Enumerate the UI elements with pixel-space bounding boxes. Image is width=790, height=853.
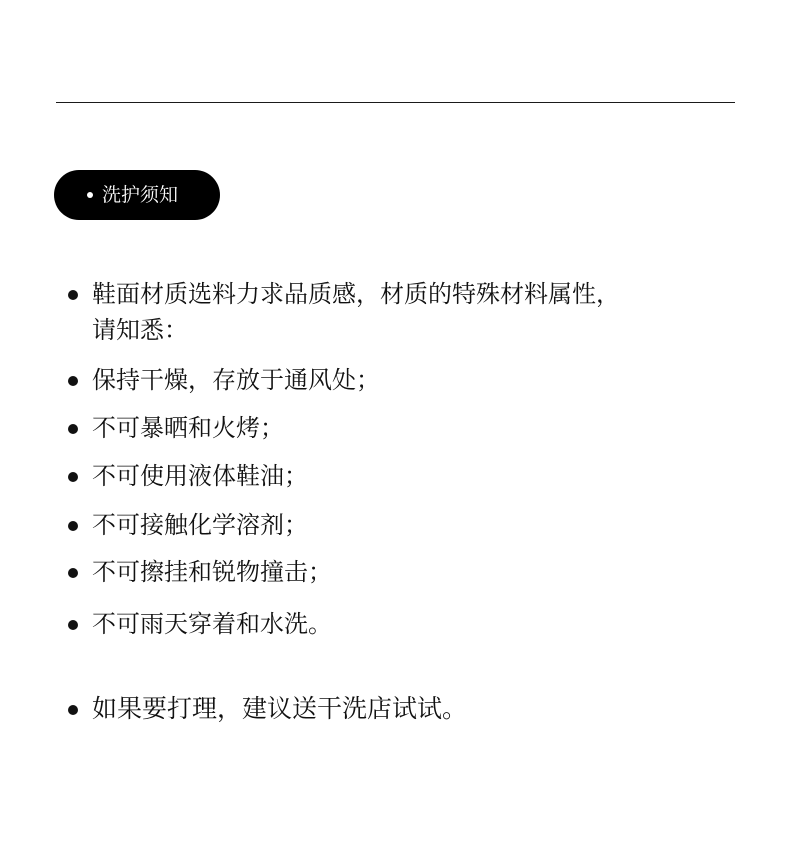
care-note-1-line-1: 鞋面材质选料力求品质感，材质的特殊材料属性， <box>92 280 620 308</box>
pill-bullet-dot <box>87 192 93 198</box>
care-note-4: 不可使用液体鞋油； <box>92 462 308 490</box>
care-note-8: 如果要打理，建议送干洗店试试。 <box>92 694 468 723</box>
care-note-1-line-2: 请知悉： <box>92 316 188 344</box>
section-title: 洗护须知 <box>102 184 179 206</box>
list-bullet <box>68 568 78 578</box>
list-bullet <box>68 521 78 531</box>
list-bullet <box>68 705 78 715</box>
care-note-7: 不可雨天穿着和水洗。 <box>92 610 332 638</box>
list-bullet <box>68 290 78 300</box>
care-note-5: 不可接触化学溶剂； <box>92 511 308 539</box>
care-note-3: 不可暴晒和火烤； <box>92 414 284 442</box>
list-bullet <box>68 424 78 434</box>
list-bullet <box>68 620 78 630</box>
list-bullet <box>68 472 78 482</box>
list-bullet <box>68 376 78 386</box>
top-divider <box>56 102 735 103</box>
care-note-2: 保持干燥，存放于通风处； <box>92 366 380 394</box>
care-note-6: 不可擦挂和锐物撞击； <box>92 558 332 586</box>
